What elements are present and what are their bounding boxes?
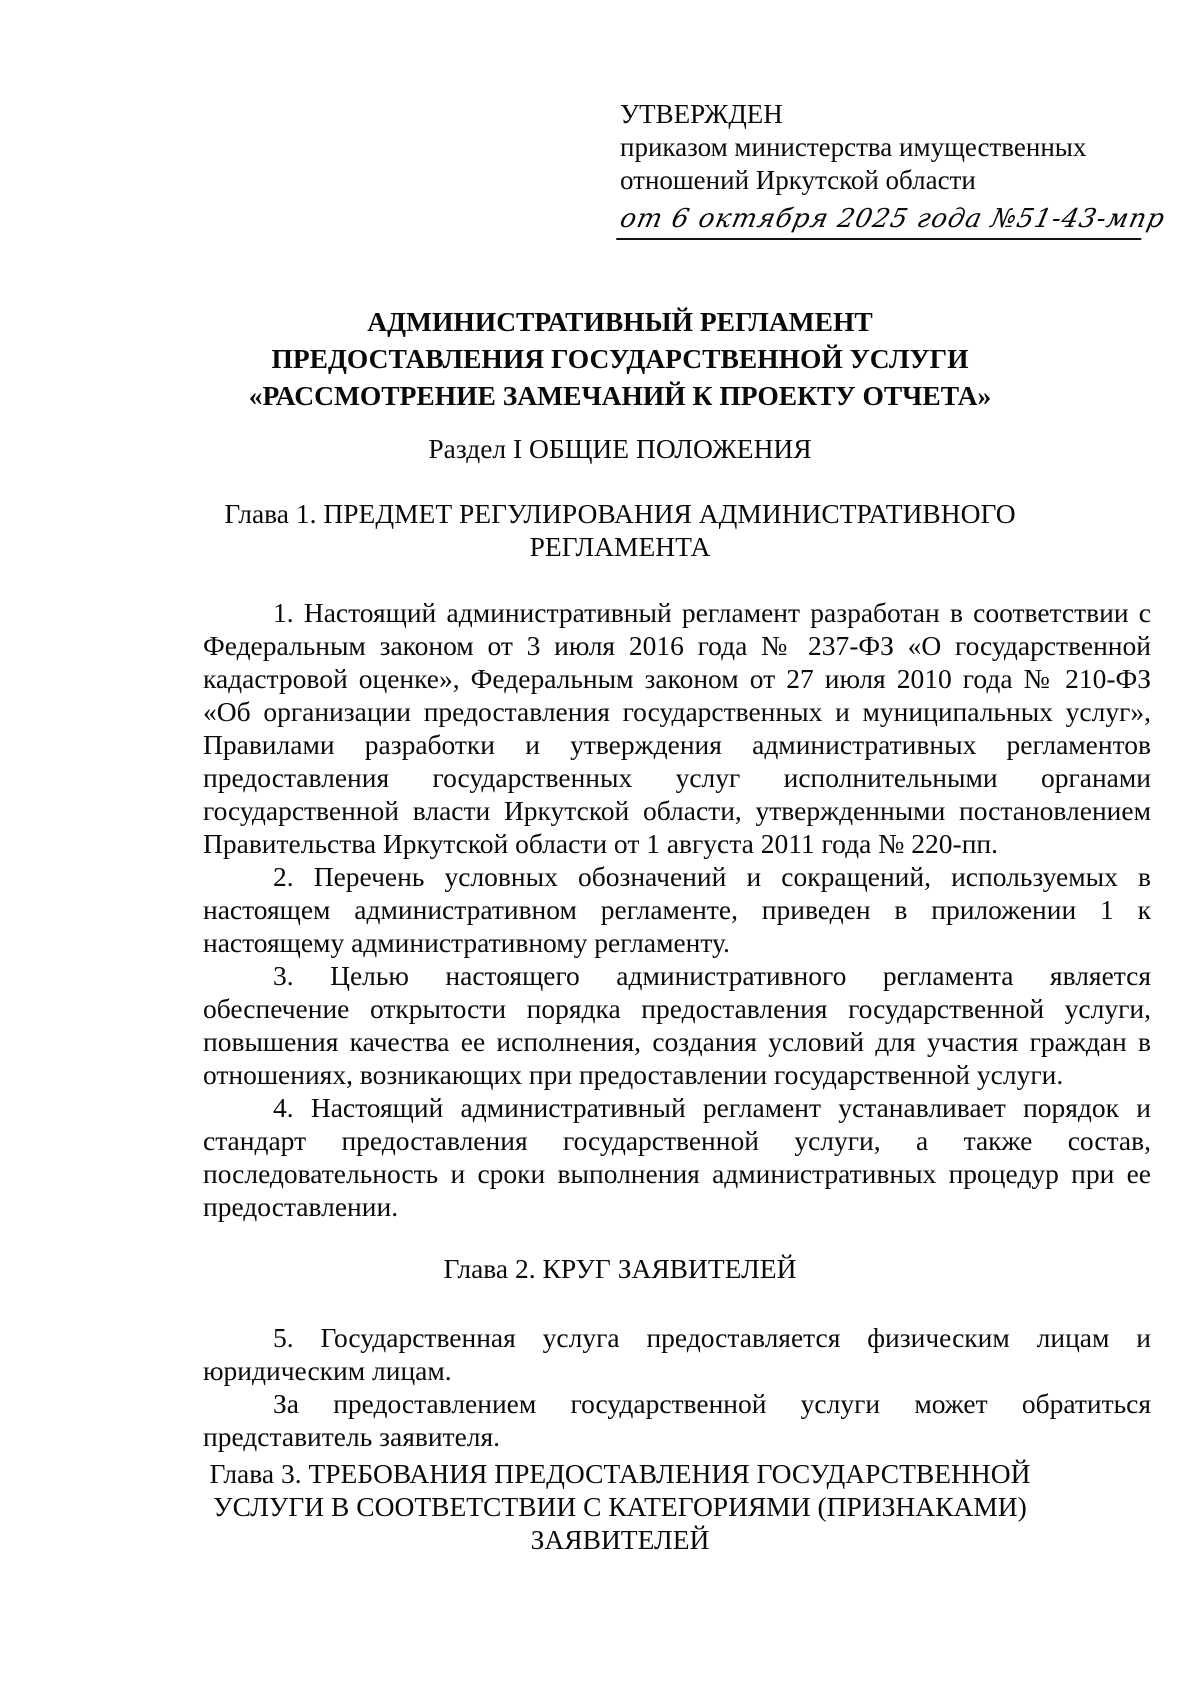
chapter-3-heading [120, 1457, 1120, 1556]
chapter-3-heading-line-1: Глава 3. ТРЕБОВАНИЯ ПРЕДОСТАВЛЕНИЯ ГОСУДАРСТВЕННОЙ [209, 1458, 1031, 1489]
approval-line-2: отношений Иркутской области [620, 165, 976, 195]
paragraph-2: 2. Перечень условных обозначений и сокращений, используемых в настоящем административном регламенте, приведен в приложении 1 к настоящему административному регламенту. [203, 861, 1151, 958]
document-title [120, 303, 1120, 414]
chapter-1-heading [120, 497, 1120, 563]
chapter-2-heading [120, 1252, 1120, 1285]
approval-stamp [617, 98, 1180, 240]
paragraph-4: 4. Настоящий административный регламент устанавливает порядок и стандарт предоставления государственной услуги, а также состав, последовательность и сроки выполнения административных процедур при ее предоставлении. [203, 1092, 1151, 1222]
chapter-1-heading-line-1: Глава 1. ПРЕДМЕТ РЕГУЛИРОВАНИЯ АДМИНИСТРАТИВНОГО [224, 498, 1016, 529]
chapter-2-body [203, 1321, 1151, 1453]
handwritten-order-date: от 6 октября 2025 года №51-43-мпр [616, 203, 1149, 240]
section-heading [120, 432, 1120, 465]
chapter-1-heading-line-2: РЕГЛАМЕНТА [529, 531, 711, 562]
chapter-1-body [203, 596, 1151, 1223]
section-1-heading: Раздел I ОБЩИЕ ПОЛОЖЕНИЯ [428, 433, 812, 464]
document-title-line-2: ПРЕДОСТАВЛЕНИЯ ГОСУДАРСТВЕННОЙ УСЛУГИ [271, 343, 969, 374]
chapter-3-heading-line-2: УСЛУГИ В СООТВЕТСТВИИ С КАТЕГОРИЯМИ (ПРИЗНАКАМИ) [213, 1491, 1027, 1522]
approval-line-1: приказом министерства имущественных [620, 132, 1087, 162]
paragraph-1: 1. Настоящий административный регламент разработан в соответствии с Федеральным законом от 3 июля 2016 года № 237-ФЗ «О государственной кадастровой оценке», Федеральным законом от 27 июля 2010 года № 210-ФЗ «Об организации предоставления государственных и муниципальных услуг», Правилами разработки и утверждения административных регламентов предоставления государственных услуг исполнительными органами государственной власти Иркутской области, утвержденными постановлением Правительства Иркутской области от 1 августа 2011 года № 220-пп. [203, 597, 1151, 859]
chapter-3-heading-line-3: ЗАЯВИТЕЛЕЙ [530, 1524, 710, 1555]
paragraph-3: 3. Целью настоящего административного регламента является обеспечение открытости порядка предоставления государственной услуги, повышения качества ее исполнения, создания условий для участия граждан в отношениях, возникающих при предоставлении государственной услуги. [203, 960, 1151, 1090]
document-title-line-1: АДМИНИСТРАТИВНЫЙ РЕГЛАМЕНТ [367, 306, 873, 337]
chapter-2-heading-text: Глава 2. КРУГ ЗАЯВИТЕЛЕЙ [443, 1253, 797, 1284]
approval-title: УТВЕРЖДЕН [620, 99, 783, 129]
document-title-line-3: «РАССМОТРЕНИЕ ЗАМЕЧАНИЙ К ПРОЕКТУ ОТЧЕТА» [248, 380, 992, 411]
paragraph-5-continued: За предоставлением государственной услуги может обратиться представитель заявителя. [203, 1388, 1151, 1452]
paragraph-5: 5. Государственная услуга предоставляется физическим лицам и юридическим лицам. [203, 1322, 1151, 1386]
